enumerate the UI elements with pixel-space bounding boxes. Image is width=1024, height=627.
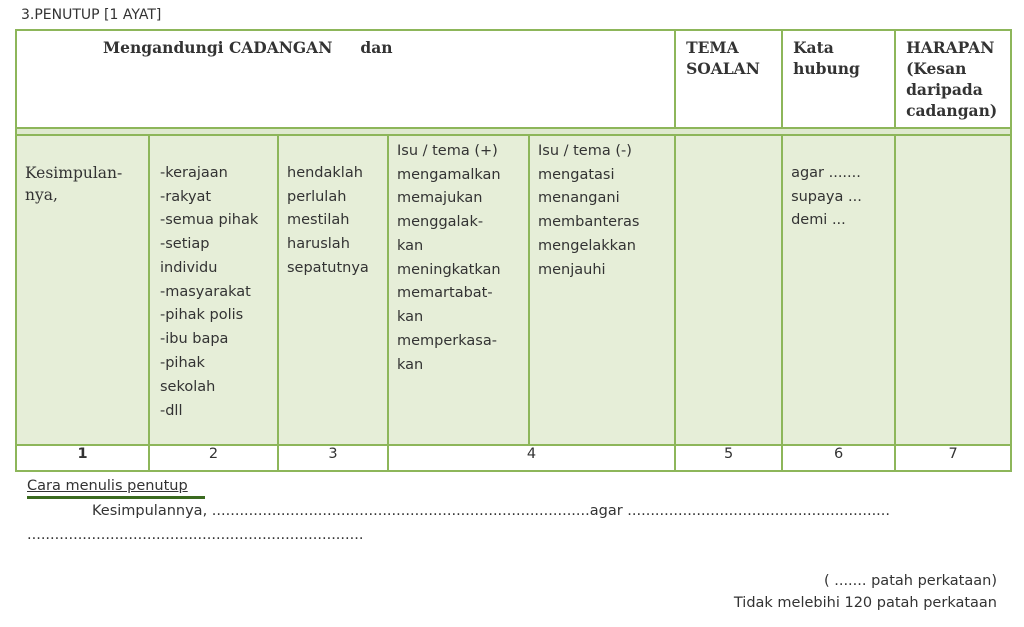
col-number: 2 [149, 445, 278, 471]
cell-kata-hubung: agar ....... supaya ... demi ... [782, 135, 895, 445]
content-row [16, 135, 1011, 445]
col-number: 4 [388, 445, 675, 471]
col-number: 7 [895, 445, 1011, 471]
word-limit-note: Tidak melebihi 120 patah perkataan [733, 595, 997, 611]
number-row [16, 445, 1011, 471]
header-cadangan [16, 30, 675, 128]
header-kata-hubung: Kata hubung [782, 30, 895, 128]
cell-tema-soalan [675, 135, 782, 445]
dotted-continuation-line: ......................................................................... [27, 527, 364, 543]
kesimpulan-template-line: Kesimpulannya, ..................................................................................agar ......................................................... [92, 503, 891, 519]
col-number: 1 [16, 445, 149, 471]
col-number: 3 [278, 445, 388, 471]
header-harapan: HARAPAN (Kesan daripada cadangan) [895, 30, 1011, 128]
cell-kata-kerja: hendaklah perlulah mestilah haruslah sepatutnya [278, 135, 388, 445]
penutup-table [15, 29, 1012, 472]
header-dan-label: dan [360, 38, 393, 57]
cell-harapan [895, 135, 1011, 445]
cell-pihak: -kerajaan -rakyat -semua pihak -setiap individu -masyarakat -pihak polis -ibu bapa -pihak sekolah -dll [149, 135, 278, 445]
header-row [16, 30, 1011, 128]
cell-isu-negatif: Isu / tema (-) mengatasi menangani membanteras mengelakkan menjauhi [529, 135, 675, 445]
heading-underline [27, 496, 205, 499]
header-cadangan-label: Mengandungi CADANGAN [103, 38, 333, 57]
cell-kesimpulan: Kesimpulan- nya, [16, 135, 149, 445]
word-count-note: ( ....... patah perkataan) [823, 573, 997, 589]
col-number: 6 [782, 445, 895, 471]
col-number: 5 [675, 445, 782, 471]
cell-isu-positif: Isu / tema (+) mengamalkan memajukan menggalak- kan meningkatkan memartabat- kan memperkasa- kan [388, 135, 529, 445]
section-title: 3.PENUTUP [1 AYAT] [21, 7, 162, 23]
cara-heading: Cara menulis penutup [27, 478, 188, 494]
header-tema-soalan: TEMA SOALAN [675, 30, 782, 128]
gap-row [16, 128, 1011, 135]
